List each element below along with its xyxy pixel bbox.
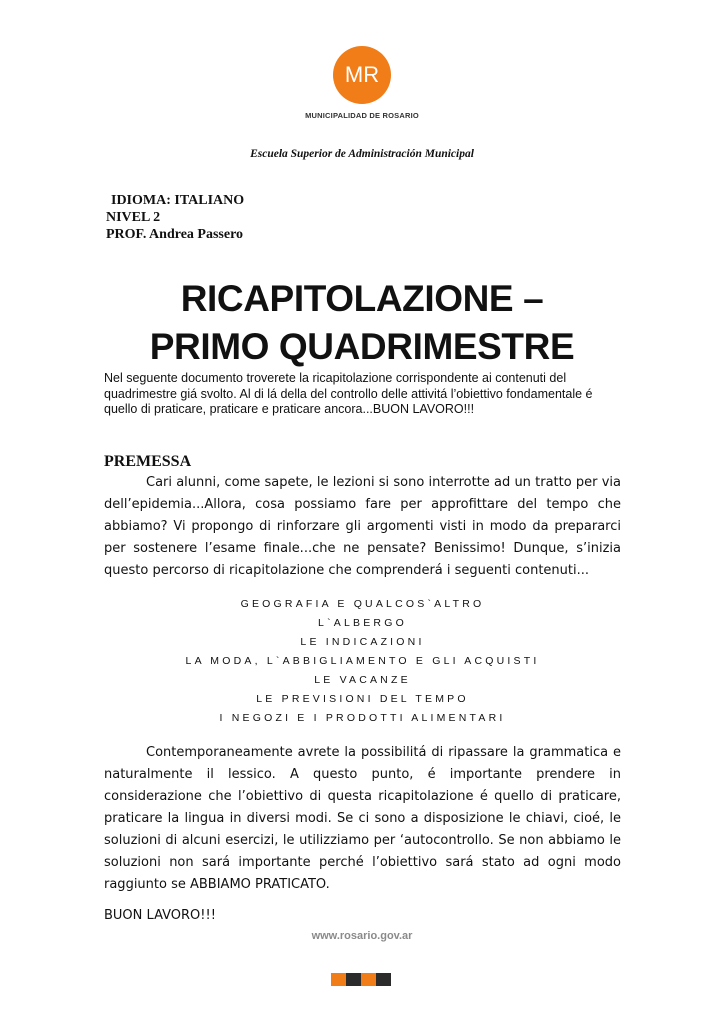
- footer-square: [346, 973, 361, 986]
- section-heading: PREMESSA: [104, 453, 192, 470]
- premessa-paragraph-text: Cari alunni, come sapete, le lezioni si sono interrotte ad un tratto per via dell’epidemia...Allora, cosa possiamo fare per approfittare del tempo che abbiamo? Vi propongo di rinforzare gli argomenti visti in modo da prepararci per sostenere l’esame finale...che ne pensate? Benissimo! Dunque, s’inizia questo percorso di ricapitolazione che comprenderá i seguenti contenuti...: [104, 475, 621, 578]
- course-professor: PROF. Andrea Passero: [106, 227, 244, 242]
- logo: [333, 46, 391, 104]
- topic-item: LA MODA, L`ABBIGLIAMENTO E GLI ACQUISTI: [185, 655, 540, 667]
- footer-square: [361, 973, 376, 986]
- page-title-line-1: RICAPITOLAZIONE –: [180, 278, 544, 319]
- footer-decoration: [331, 973, 391, 986]
- page-title-line-2: PRIMO QUADRIMESTRE: [149, 326, 575, 367]
- footer-website: www.rosario.gov.ar: [311, 930, 413, 942]
- topic-item: I NEGOZI E I PRODOTTI ALIMENTARI: [219, 712, 506, 724]
- school-name: Escuela Superior de Administración Municipal: [250, 148, 474, 160]
- topic-item: LE INDICAZIONI: [300, 636, 425, 648]
- premessa-paragraph: [104, 472, 621, 582]
- grammar-paragraph: [104, 742, 621, 896]
- intro-text: Nel seguente documento troverete la ricapitolazione corrispondente ai contenuti del quadrimestre giá svolto. Al di lá della del controllo delle attivitá l’obiettivo fondamentale é quello di praticare, praticare e praticare ancora...BUON LAVORO!!!: [104, 371, 593, 416]
- topics-list: [104, 595, 621, 728]
- topic-item: L`ALBERGO: [318, 617, 407, 629]
- topic-item: LE VACANZE: [314, 674, 411, 686]
- logo-initials: MR: [344, 62, 380, 87]
- topic-item: GEOGRAFIA E QUALCOS`ALTRO: [240, 598, 485, 610]
- grammar-paragraph-text: Contemporaneamente avrete la possibilitá di ripassare la grammatica e naturalmente il lessico. A questo punto, é importante prendere in considerazione che l’obiettivo di questa ricapitolazione é quello di praticare, praticare la lingua in diversi modi. Se ci sono a disposizione le chiavi, cioé, le soluzioni di alcuni esercizi, le utilizziamo per ‘autocontrollo. Se non abbiamo le soluzioni non sará importante perché l’obiettivo sará stato ad ogni modo raggiunto se ABBIAMO PRATICATO.: [104, 745, 621, 892]
- footer-square: [331, 973, 346, 986]
- course-language: IDIOMA: ITALIANO: [111, 193, 245, 208]
- course-level: NIVEL 2: [106, 210, 161, 225]
- topic-item: LE PREVISIONI DEL TEMPO: [256, 693, 469, 705]
- closing-line: BUON LAVORO!!!: [104, 908, 216, 923]
- logo-caption: MUNICIPALIDAD DE ROSARIO: [305, 111, 419, 120]
- footer-square: [376, 973, 391, 986]
